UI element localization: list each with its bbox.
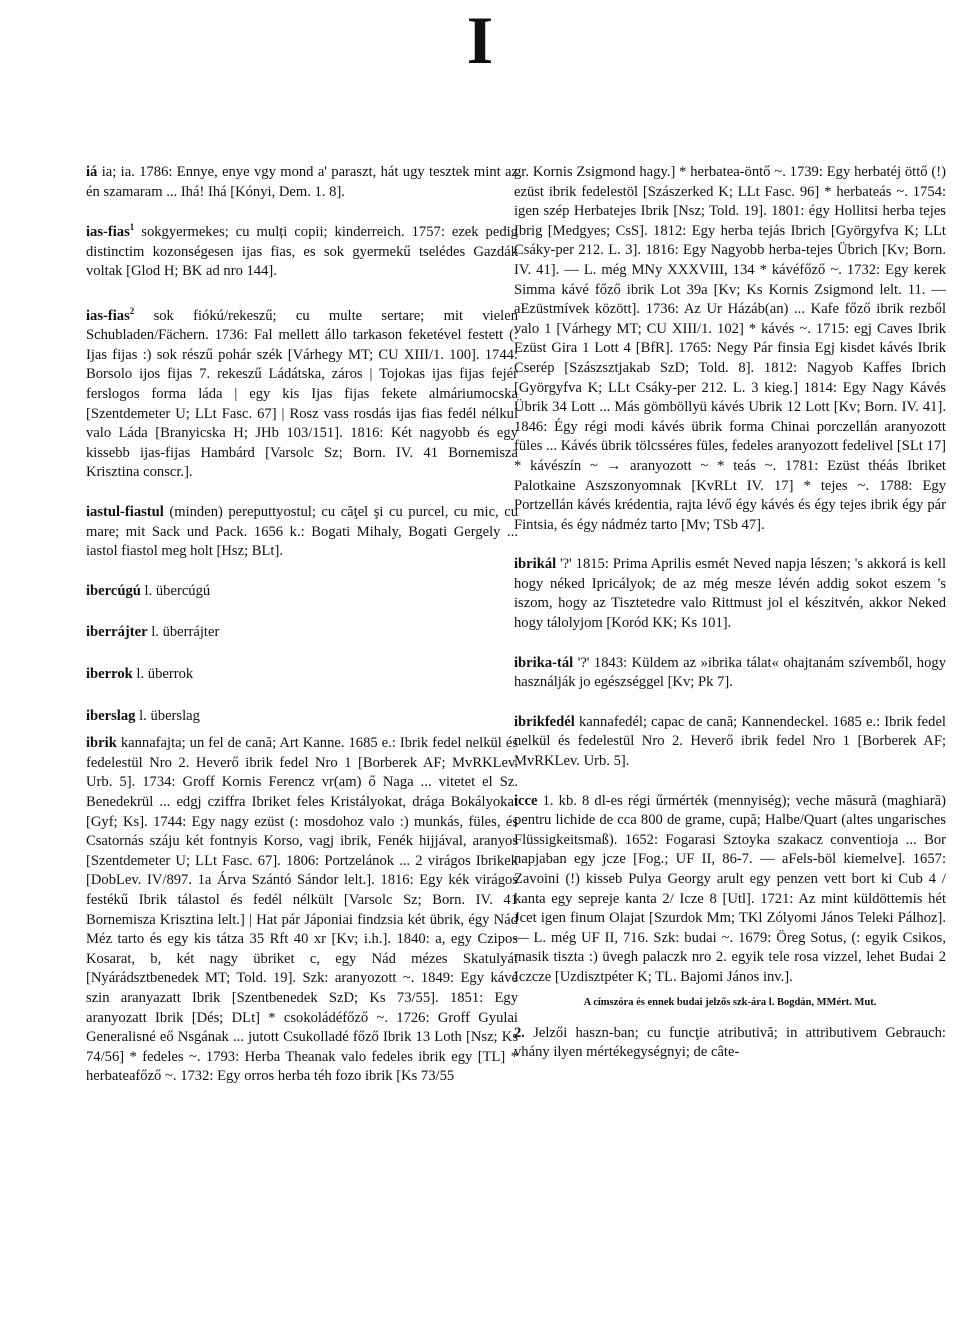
headword: iberrájter	[86, 624, 148, 641]
entry-text: l. überslag	[139, 707, 200, 724]
dictionary-entry-continued	[514, 163, 946, 535]
right-column	[514, 163, 946, 1083]
footnote: A címszóra és ennek budai jelzős szk-ára l. Bogdán, MMért. Mut.	[583, 996, 877, 1008]
dictionary-entry	[514, 792, 946, 988]
headword: iá	[86, 164, 98, 180]
dictionary-subentry	[514, 1024, 946, 1063]
headword: ibercúgú	[86, 582, 141, 599]
entry-text: '?' 1815: Prima Aprilis esmét Neved napja lészen; 's akkorá is kell hogy néked Ipricályok; de az még mesze lévén addig sokot eszem 's iszom, hogy az Tisztetedre valo Rittmust jol el készitvén, akkor Neked hogy tálolyjom [Koród KK; Ks 101].	[514, 556, 946, 632]
headword: icce	[514, 792, 538, 809]
entry-text: kannafedél; capac de cană; Kannendeckel. 1685 e.: Ibrik fedel nelkül és fedelestül Nro 2. Heverő ibrik fedel Nro 1 [Borberek AF; MvRKLev. Urb. 5].	[514, 713, 946, 770]
headword: ias-fias$^2$	[86, 305, 135, 324]
headword: iberrok	[86, 666, 133, 682]
dictionary-entry	[86, 302, 518, 483]
headword: ibrik	[86, 735, 117, 752]
dictionary-entry	[86, 707, 518, 727]
left-column	[86, 163, 518, 1107]
entry-text: 1. kb. 8 dl-es régi űrmérték (mennyiség); veche măsură (maghiară) pentru lichide de cca 800 de grame, cupă; Halbe/Quart (altes ungarisches Flüssigkeitsmaß). 1652: Fogarasi Sztoyka szakacz conventioja ... Bor napjaban egy jcze [Fog.; UF II, 86-7. — aFels-böl kiemelve]. 1657: Zavoini (!) kisseb Pulya Georgy arult egy penzen vett bort ki Cub 4 / kanta egy sepreje kanta 2/ Icze 8 [Utl]. 1721: Az mint küldöttemis hét Jcet igen finum Olajat [Szurdok Mm; TKl Zólyomi János Teleki Pálhoz]. — L. még UF II, 716. Szk: budai ~. 1679: Öreg Sotus, (: egyik Csikos, masik tiszta :) üvegh palaczk nro 2. egyik tele rosa vizzel, lehet Budai 2 Iczcze [Uzdisztpéter K; TL. Bajomi János inv.].	[514, 792, 946, 985]
entry-text: kannafajta; un fel de cană; Art Kanne. 1685 e.: Ibrik fedel nelkül és fedelestül Nro 2. Heverő ibrik fedel Nro 1 [Borberek AF; MvRKLev. Urb. 5]. 1734: Groff Kornis Ferencz vr(am) ő Naga ... vitetet el Sz. Benedekrül ... edgj cziffra Ibriket feles Kristályokat, drága Bokályokat [Gyf; Ks]. 1744: Egy nagy ezüst (: mosdohoz valo :) munkás, füles, és Csatornás száju két fontnyis Korso, vagj ibrik, Fenék hijjával, aranyos [Szentdemeter U; LLt Fasc. 67]. 1806: Portzelánok ... 2 virágos Ibrikek [DobLev. IV/897. 1a Árva Szántó Sándor lelt.]. 1816: Egy kék virágos festékű Ibrik tálastol és fedél nélkült [Varsolc Sz; Born. IV. 41 Bornemisza Krisztina lelt.] | Hat pár Jáponiai findzsia két übrik, égy Nád Méz tarto és egy kis tátza 35 Rft 40 xr [Kv; i.h.]. 1840: a, egy Czipos Kosarat, b, két nagy übriket c, egy Nád mézes Skatulyát [Nyárádsztbenedek MT; Told. 19]. Szk: aranyozott ~. 1849: Egy kávé szin aranyazatt Ibrik [Szentbenedek SzD; Ks 73/55]. 1851: Egy aranyozatt Ibrik [Dés; DLt] * csokoládéfőző ~. 1726: Groff Gyulai Generalisné eő Nsgának ... jutott Csukolladé főző Ibrik 13 Loth [Nsz; Ks 74/56] * fedeles ~. 1793: Herba Theanak valo fedeles ibrik egy [TL] * herbateafőző ~. 1732: Egy orros herba téh fozo ibrik [Ks 73/55	[86, 735, 518, 1085]
entry-text: gr. Kornis Zsigmond hagy.] * herbatea-öntő ~. 1739: Egy herbatéj öttő (!) ezüst ibrik fedelestöl [Szászerked K; LLt Fasc. 96] * herbateás ~. 1754: igen szép Herbatejes Ibrik [Nsz; Told. 19]. 1801: égy Hollitsi herba tejes Ibrig [Medgyes; CsS]. 1812: Egy herba tejás Ibrich [Györgyfva K; LLt Csáky-per 212. L. 3]. 1816: Egy Nagyobb herba-tejes Übrich [Kv; Born. IV. 41]. — L. még MNy XXXVIII, 134 * kávéfőző ~. 1732: Egy kerek Simma kávé főző ibrik Lot 39a [Kv; Ks Kornis Zsigmond lelt. 11. — aEzüstmívek között]. 1736: Az Ur Házáb(an) ... Kafe főző ibrik rezből valo 1 [Várhegy MT; CU XIII/1. 102] * kávés ~. 1715: egj Caves Ibrik Ezüst Gira 1 Lott 4 [BfR]. 1765: Negy Pár finsia Egj kisdet kávés Ibrik Cserép [Szászsztjakab SzD; Told. 8]. 1812: Nagyob Kaffes Ibrich [Györgyfva K; LLt Csáky-per 212. L. 3 kieg.] 1814: Egy Nagy Kávés Übrik 34 Lott ... Más gömböllyü kávés Ubrik 12 Lott [Kv; Born. IV. 41]. 1846: Égy régi modi kávés übrik forma Chinai porczellán aranyozott füles ... Kávés übrik tölcsséres füles, fedeles aranyozott fedelivel [SLt 17] * kávészín ~ → aranyozott ~ * teás ~. 1781: Ezüst théás Ibriket Palotkaine Aszszonyomnak [KvRLt IV. 17] * tejes ~. 1788: Egy Portzellán kávés krédentia, rajta lévő égy kávés és égy tejes ibrik égy pár Fintsia, és égy nádméz tarto [Mv; TSb 47].	[514, 164, 946, 533]
dictionary-entry	[514, 555, 946, 633]
headword: iastul-fiastul	[86, 504, 164, 521]
dictionary-entry	[86, 503, 518, 562]
headword: ias-fias$^1$	[86, 222, 135, 241]
dictionary-entry	[86, 218, 518, 282]
dictionary-entry	[86, 665, 518, 685]
headword: ibrikál	[514, 556, 557, 573]
headword: ibrikfedél	[514, 713, 575, 730]
dictionary-entry	[86, 163, 518, 202]
entry-text: l. überrájter	[151, 624, 220, 641]
dictionary-entry	[514, 654, 946, 693]
entry-text: sokgyermekes; cu mulți copii; kinderreich. 1757: ezek pedig distinctim kozonségesen ijas fias, es sok gyermekű tselédes Gazdák voltak [Glod H; BK ad nro 144].	[86, 224, 518, 280]
entry-text: Jelzői haszn-ban; cu funcţie atributivă; in attributivem Gebrauch: vhány ilyen mértékegységnyi; de câte-	[514, 1024, 946, 1061]
sense-number: 2.	[514, 1024, 525, 1041]
entry-text: ia; ia. 1786: Ennye, enye vgy mond a' paraszt, hát ugy tesztek mint az én szamaram ... Ihá! Ihá [Kónyi, Dem. 1. 8].	[86, 164, 518, 200]
dictionary-entry	[514, 713, 946, 772]
entry-text: l. überrok	[136, 666, 194, 682]
entry-text: (minden) pereputtyostul; cu căţel şi cu purcel, cu mic, cu mare; mit Sack und Pack. 1656 k.: Bogati Mihaly, Bogati Gergely ... iastol fiastol meg holt [Hsz; BLt].	[86, 504, 518, 560]
entry-text: sok fiókú/rekeszű; cu multe sertare; mit vielen Schubladen/Fächern. 1736: Fal mellett állo tarkason feketével festett (: Ijas fijas :) sok részű pohár szék [Várhegy MT; CU XIII/1. 100]. 1744: Borsolo ijos fijas 7. rekeszű Ládátska, záros | Tojokas ijas fijas fejér ferslogos forma láda | egy kis Ijas fijas fekete almáriumocska [Szentdemeter U; LLt Fasc. 67] | Rosz vass rosdás ijas fias fedél nélkul valo Láda [Branyicska H; JHb 103/151]. 1816: Két nagyobb és egy kissebb ijas-fijas Hambárd [Varsolc Sz; Born. IV. 41 Bornemisza Krisztina conscr.].	[86, 307, 518, 481]
headword: iberslag	[86, 707, 136, 724]
dictionary-entry	[86, 582, 518, 602]
dictionary-entry	[86, 734, 518, 1087]
page-letter: I	[466, 2, 494, 78]
headword: ibrika-tál	[514, 654, 574, 671]
entry-text: '?' 1843: Küldem az »ibrika tálat« ohajtanám szívemből, hogy használják jo egészséggel [Kv; Pk 7].	[514, 654, 946, 691]
entry-text: l. übercúgú	[144, 582, 211, 599]
dictionary-entry	[86, 623, 518, 643]
